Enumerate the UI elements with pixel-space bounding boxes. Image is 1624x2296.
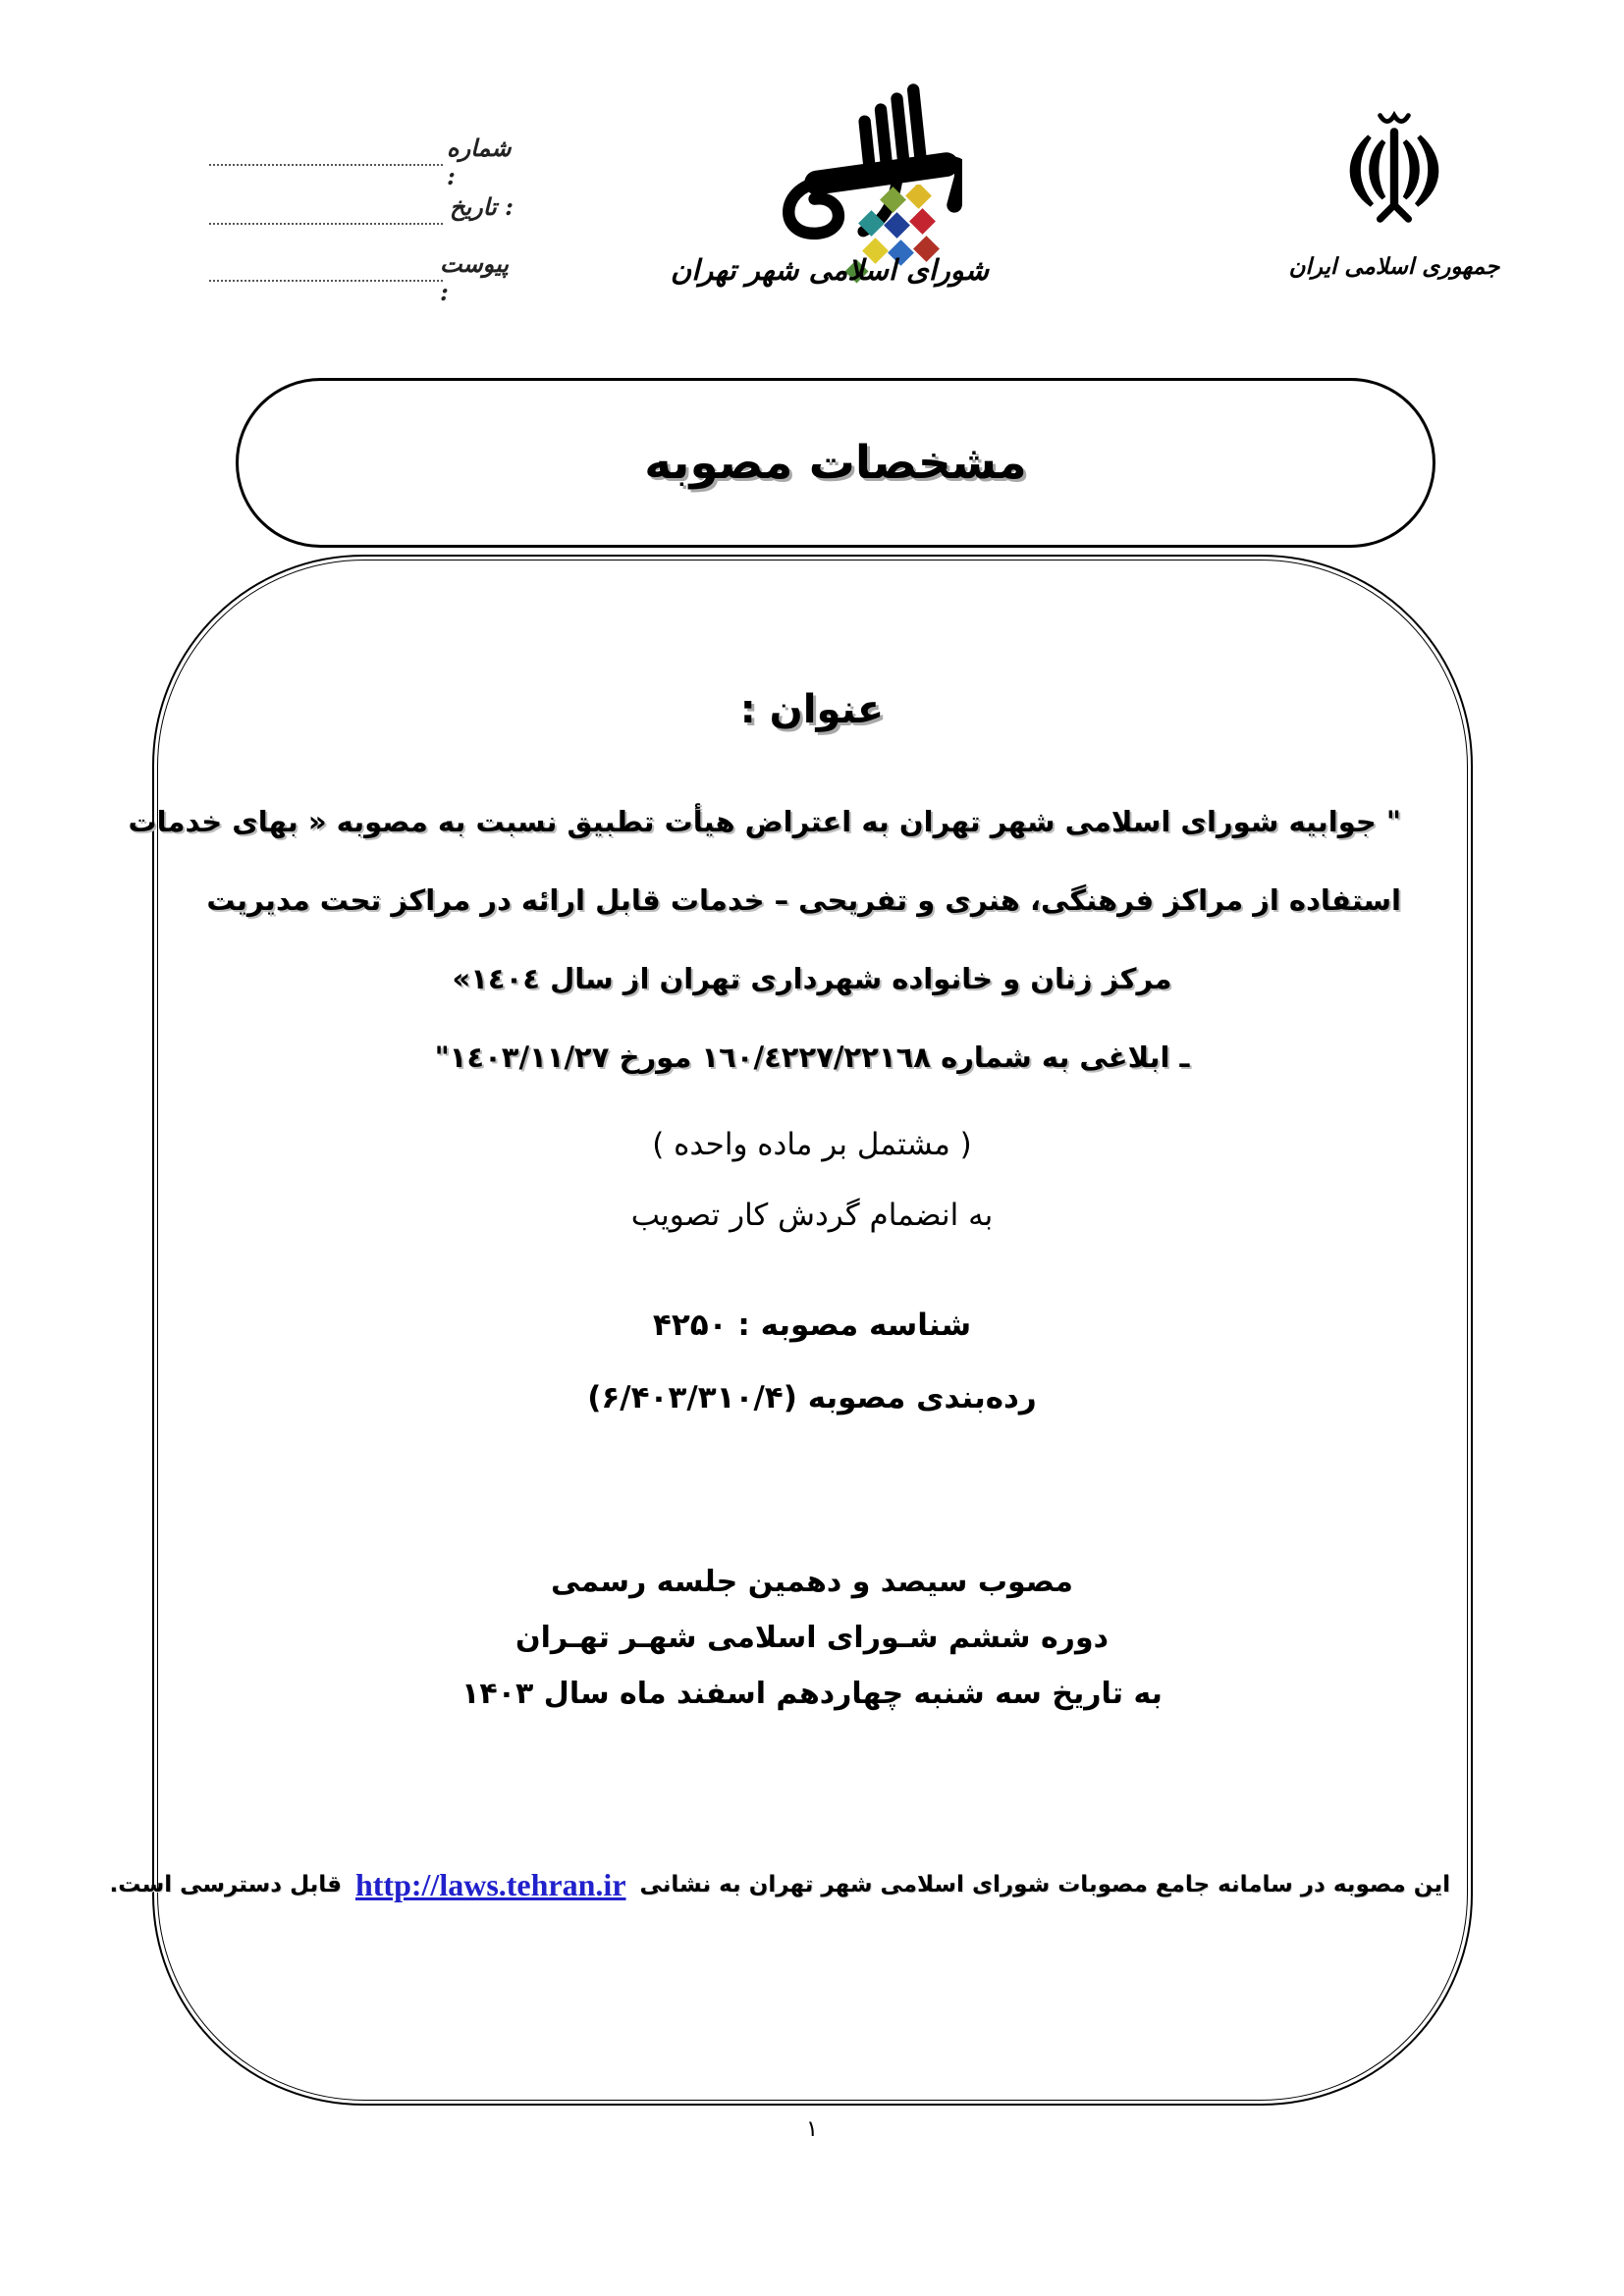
date-label: تاریخ :	[450, 192, 514, 221]
page-number-wrap	[783, 2116, 841, 2142]
council-logo	[668, 79, 992, 314]
number-label: شماره :	[447, 133, 512, 190]
resolution-id-value: ۴۲۵۰	[652, 1308, 728, 1343]
resolution-id-line	[321, 1308, 1303, 1343]
note-line-2	[321, 1198, 1303, 1233]
session-line-2	[321, 1621, 1303, 1655]
session-line-3-text: به تاریخ سه شنبه چهاردهم اسفند ماه سال ۱۴۰۳	[461, 1677, 1163, 1711]
title-section-label: عنوان :	[739, 687, 885, 732]
title-line-2	[206, 883, 1401, 917]
iran-emblem	[1267, 98, 1522, 294]
classification-value: (۶/۴۰۳/۳۱۰/۴)	[587, 1380, 797, 1415]
form-field-attachment	[440, 249, 518, 306]
availability-line	[109, 1853, 1450, 1916]
classification-line	[321, 1380, 1303, 1415]
attachment-label: پیوست :	[440, 249, 509, 306]
attachment-dotted-line	[209, 279, 443, 282]
number-dotted-line	[209, 163, 443, 166]
laws-portal-link[interactable]: http://laws.tehran.ir	[354, 1866, 626, 1902]
council-logo-caption-wrap	[668, 253, 992, 287]
session-line-1	[321, 1565, 1303, 1599]
note-line-1-text: ( مشتمل بر ماده واحده )	[652, 1127, 972, 1162]
title-section	[321, 687, 1303, 732]
banner-box	[236, 378, 1435, 548]
title-line-3-text: مرکز زنان و خانواده شهرداری تهران از سال ١٤٠٤»	[452, 962, 1172, 995]
note-line-2-text: به انضمام گردش کار تصویب	[630, 1198, 994, 1233]
iran-emblem-caption: جمهوری اسلامی ایران	[1288, 253, 1500, 280]
iran-emblem-icon	[1335, 103, 1453, 250]
session-line-2-text: دوره ششم شـورای اسلامی شهـر تهـران	[515, 1621, 1109, 1655]
note-line-1	[321, 1127, 1303, 1162]
banner-title: مشخصات مصوبه	[644, 436, 1027, 490]
title-line-4-text: ـ ابلاغی به شماره ١٦٠/٤٢٢٧/٢٢١٦٨ مورخ ١٤٠٣/١١/٢٧"	[434, 1041, 1190, 1074]
title-line-2-text: استفاده از مراکز فرهنگی، هنری و تفریحی – خدمات قابل ارائه در مراکز تحت مدیریت	[206, 883, 1401, 917]
council-logo-caption: شورای اسلامی شهر تهران	[670, 253, 990, 287]
title-line-1-text: " جوابیه شورای اسلامی شهر تهران به اعتراض هیأت تطبیق نسبت به مصوبه « بهای خدمات	[128, 805, 1401, 838]
resolution-id-label: شناسه مصوبه :	[727, 1308, 972, 1343]
page-number: ۱	[805, 2116, 819, 2142]
title-line-4	[223, 1041, 1401, 1074]
title-line-1	[128, 805, 1401, 838]
availability-text-left: قابل دسترسی است.	[109, 1872, 342, 1897]
session-line-3	[321, 1677, 1303, 1711]
classification	[587, 1380, 1037, 1415]
title-line-3	[223, 962, 1401, 995]
session-line-1-text: مصوب سیصد و دهمین جلسه رسمی	[551, 1565, 1073, 1599]
form-field-number	[447, 133, 515, 190]
classification-label: رده‌بندی مصوبه	[796, 1380, 1037, 1415]
resolution-id	[653, 1308, 971, 1343]
availability-text-right: این مصوبه در سامانه جامع مصوبات شورای اسلامی شهر تهران به نشانی	[639, 1872, 1450, 1897]
form-field-date	[450, 192, 518, 221]
iran-emblem-caption-wrap	[1267, 253, 1522, 280]
date-dotted-line	[209, 222, 443, 225]
